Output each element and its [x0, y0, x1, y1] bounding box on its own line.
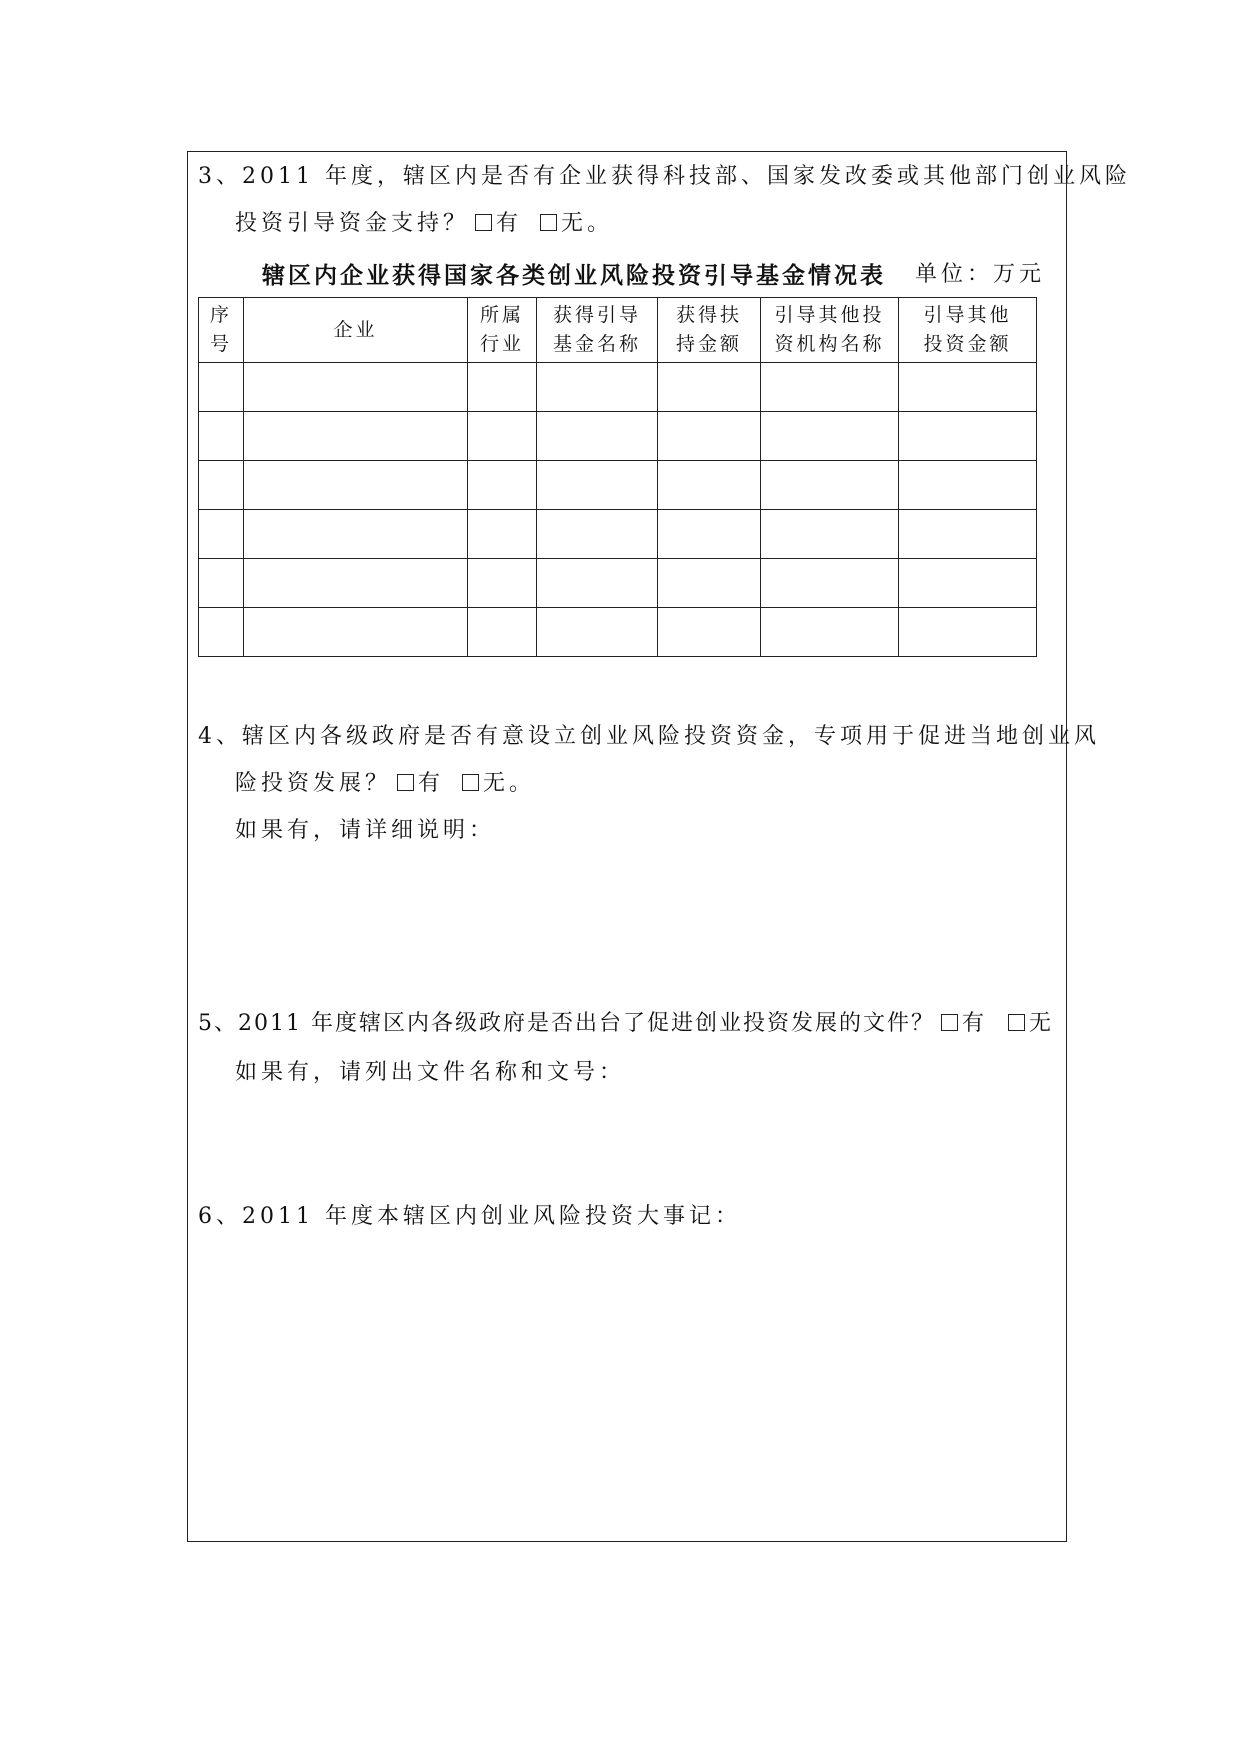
table-cell[interactable] [899, 608, 1037, 657]
q5-yes-checkbox[interactable] [941, 1014, 958, 1031]
q4-yes-checkbox[interactable] [397, 774, 414, 791]
header-other-institution: 引导其他投 资机构名称 [761, 298, 899, 363]
q4-no-label: 无。 [483, 771, 536, 796]
q4-line2 [235, 769, 535, 799]
q3-no-label: 无。 [561, 211, 614, 236]
fund-table [198, 297, 1037, 657]
q5-detail-prompt: 如果有，请列出文件名称和文号： [235, 1060, 626, 1085]
q4-no-checkbox[interactable] [462, 774, 479, 791]
table-cell[interactable] [899, 412, 1037, 461]
table-cell[interactable] [537, 559, 658, 608]
table-cell[interactable] [468, 461, 537, 510]
table-cell[interactable] [899, 461, 1037, 510]
table-cell[interactable] [468, 608, 537, 657]
table-cell[interactable] [468, 559, 537, 608]
table-row [199, 461, 1037, 510]
table-cell[interactable] [658, 363, 761, 412]
header-enterprise: 企业 [244, 298, 468, 363]
table-cell[interactable] [244, 412, 468, 461]
table-cell[interactable] [658, 461, 761, 510]
q5-line1 [198, 1009, 1053, 1039]
table-cell[interactable] [244, 363, 468, 412]
header-support-amount: 获得扶 持金额 [658, 298, 761, 363]
q5-no-label: 无 [1029, 1011, 1054, 1036]
table-cell[interactable] [537, 461, 658, 510]
table-cell[interactable] [468, 510, 537, 559]
table-cell[interactable] [761, 412, 899, 461]
header-fund-name: 获得引导 基金名称 [537, 298, 658, 363]
table-title: 辖区内企业获得国家各类创业风险投资引导基金情况表 [262, 262, 886, 289]
table-cell[interactable] [199, 363, 244, 412]
q5-question-text: 5、2011 年度辖区内各级政府是否出台了促进创业投资发展的文件？ [198, 1011, 935, 1036]
table-cell[interactable] [199, 510, 244, 559]
table-cell[interactable] [199, 559, 244, 608]
q6-line1: 6、2011 年度本辖区内创业风险投资大事记： [198, 1204, 741, 1229]
q4-line1: 4、辖区内各级政府是否有意设立创业风险投资资金，专项用于促进当地创业风 [198, 724, 1100, 749]
table-cell[interactable] [658, 510, 761, 559]
q4-detail-prompt: 如果有，请详细说明： [235, 818, 496, 843]
table-cell[interactable] [658, 608, 761, 657]
table-cell[interactable] [899, 363, 1037, 412]
table-cell[interactable] [244, 461, 468, 510]
table-cell[interactable] [537, 363, 658, 412]
table-row [199, 559, 1037, 608]
q3-question-text: 投资引导资金支持？ [235, 211, 470, 236]
table-body [199, 363, 1037, 657]
header-other-amount: 引导其他 投资金额 [899, 298, 1037, 363]
table-cell[interactable] [761, 510, 899, 559]
table-cell[interactable] [537, 608, 658, 657]
table-cell[interactable] [199, 461, 244, 510]
table-cell[interactable] [761, 559, 899, 608]
table-row [199, 412, 1037, 461]
table-cell[interactable] [537, 510, 658, 559]
header-industry: 所属 行业 [468, 298, 537, 363]
header-serial: 序 号 [199, 298, 244, 363]
table-row [199, 608, 1037, 657]
table-cell[interactable] [199, 608, 244, 657]
table-cell[interactable] [761, 363, 899, 412]
q3-yes-label: 有 [496, 211, 523, 236]
table-unit: 单位：万元 [915, 262, 1046, 287]
table-cell[interactable] [468, 412, 537, 461]
table-cell[interactable] [658, 412, 761, 461]
table-cell[interactable] [899, 510, 1037, 559]
table-cell[interactable] [468, 363, 537, 412]
table-cell[interactable] [658, 559, 761, 608]
table-cell[interactable] [761, 461, 899, 510]
table-cell[interactable] [761, 608, 899, 657]
table-cell[interactable] [244, 559, 468, 608]
q4-question-text: 险投资发展？ [235, 771, 392, 796]
q3-line1: 3、2011 年度，辖区内是否有企业获得科技部、国家发改委或其他部门创业风险 [198, 164, 1131, 189]
table-cell[interactable] [244, 510, 468, 559]
table-cell[interactable] [199, 412, 244, 461]
q5-yes-label: 有 [961, 1011, 986, 1036]
table-row [199, 510, 1037, 559]
table-header-row [199, 298, 1037, 363]
table-cell[interactable] [537, 412, 658, 461]
q5-no-checkbox[interactable] [1008, 1014, 1025, 1031]
table-row [199, 363, 1037, 412]
q3-yes-checkbox[interactable] [475, 214, 492, 231]
q3-no-checkbox[interactable] [540, 214, 557, 231]
table-cell[interactable] [244, 608, 468, 657]
q4-yes-label: 有 [418, 771, 445, 796]
q3-line2 [235, 209, 613, 239]
table-cell[interactable] [899, 559, 1037, 608]
